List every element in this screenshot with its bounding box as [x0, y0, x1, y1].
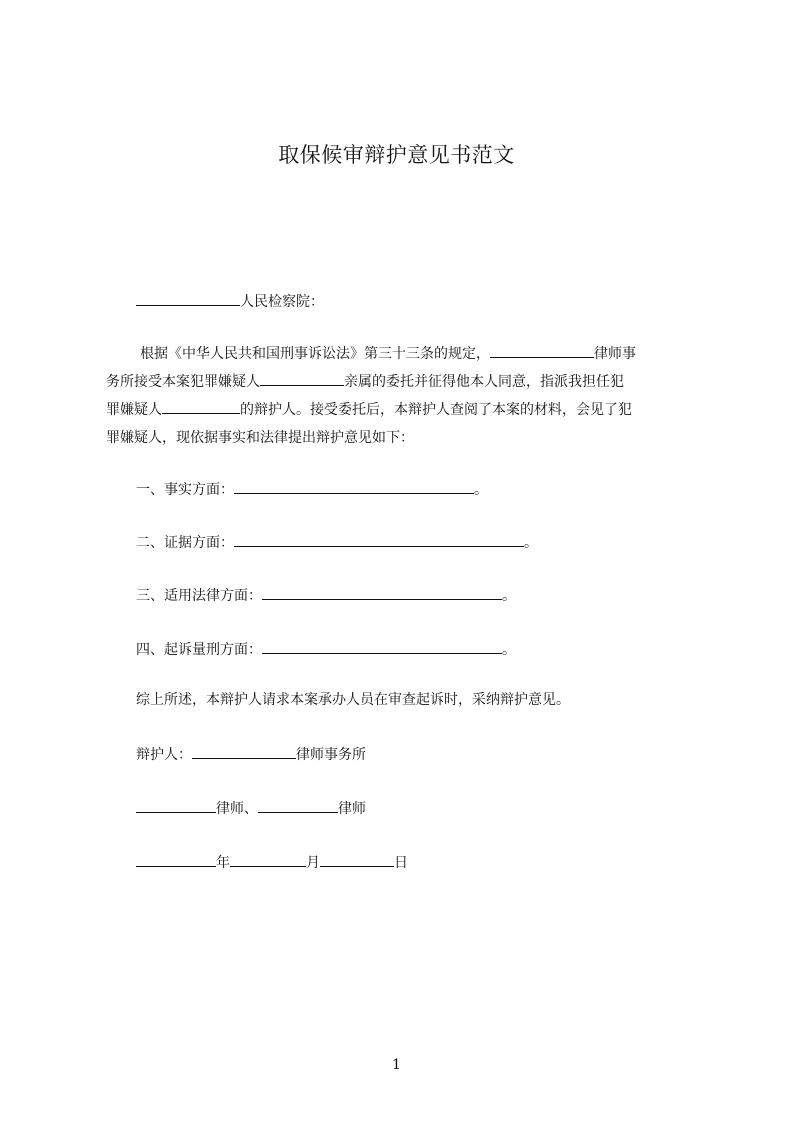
conclusion: 综上所述，本辩护人请求本案承办人员在审查起诉时，采纳辩护意见。: [136, 692, 570, 708]
facts-blank: [234, 479, 474, 494]
procuratorate-blank: [136, 291, 240, 306]
section-evidence: 二、证据方面： 。: [136, 532, 538, 553]
defender-firm-blank: [192, 744, 296, 759]
section-law: 三、适用法律方面： 。: [136, 585, 516, 606]
section-facts: 一、事实方面： 。: [136, 479, 488, 500]
law-firm-blank: [490, 343, 594, 358]
date-line: 年 月 日: [136, 852, 408, 873]
month-blank: [230, 852, 306, 867]
suspect-name-blank-1: [260, 371, 344, 386]
body-paragraph: [106, 340, 698, 452]
evidence-blank: [234, 532, 524, 547]
body-line-2: 务所接受本案犯罪嫌疑人 亲属的委托并征得他本人同意，指派我担任犯: [106, 368, 698, 396]
page-number: 1: [392, 1057, 401, 1073]
lawyer-name-blank-2: [258, 798, 338, 813]
document-title: 取保候审辩护意见书范文: [278, 143, 515, 167]
section-charge: 四、起诉量刑方面： 。: [136, 639, 516, 660]
day-blank: [320, 852, 394, 867]
year-blank: [136, 852, 216, 867]
body-line-3: 罪嫌疑人 的辩护人。接受委托后，本辩护人查阅了本案的材料，会见了犯: [106, 396, 698, 424]
body-line-4: 罪嫌疑人，现依据事实和法律提出辩护意见如下：: [106, 430, 414, 446]
charge-blank: [262, 639, 502, 654]
signature-lawyers: 律师、 律师: [136, 798, 366, 819]
law-blank: [262, 585, 502, 600]
suspect-name-blank-2: [162, 399, 240, 414]
body-line-1: 根据《中华人民共和国刑事诉讼法》第三十三条的规定， 律师事: [106, 340, 698, 368]
signature-defender: 辩护人： 律师事务所: [136, 744, 366, 765]
addressee-suffix: 人民检察院：: [240, 294, 324, 310]
addressee-line: [136, 291, 324, 312]
lawyer-name-blank-1: [136, 798, 216, 813]
